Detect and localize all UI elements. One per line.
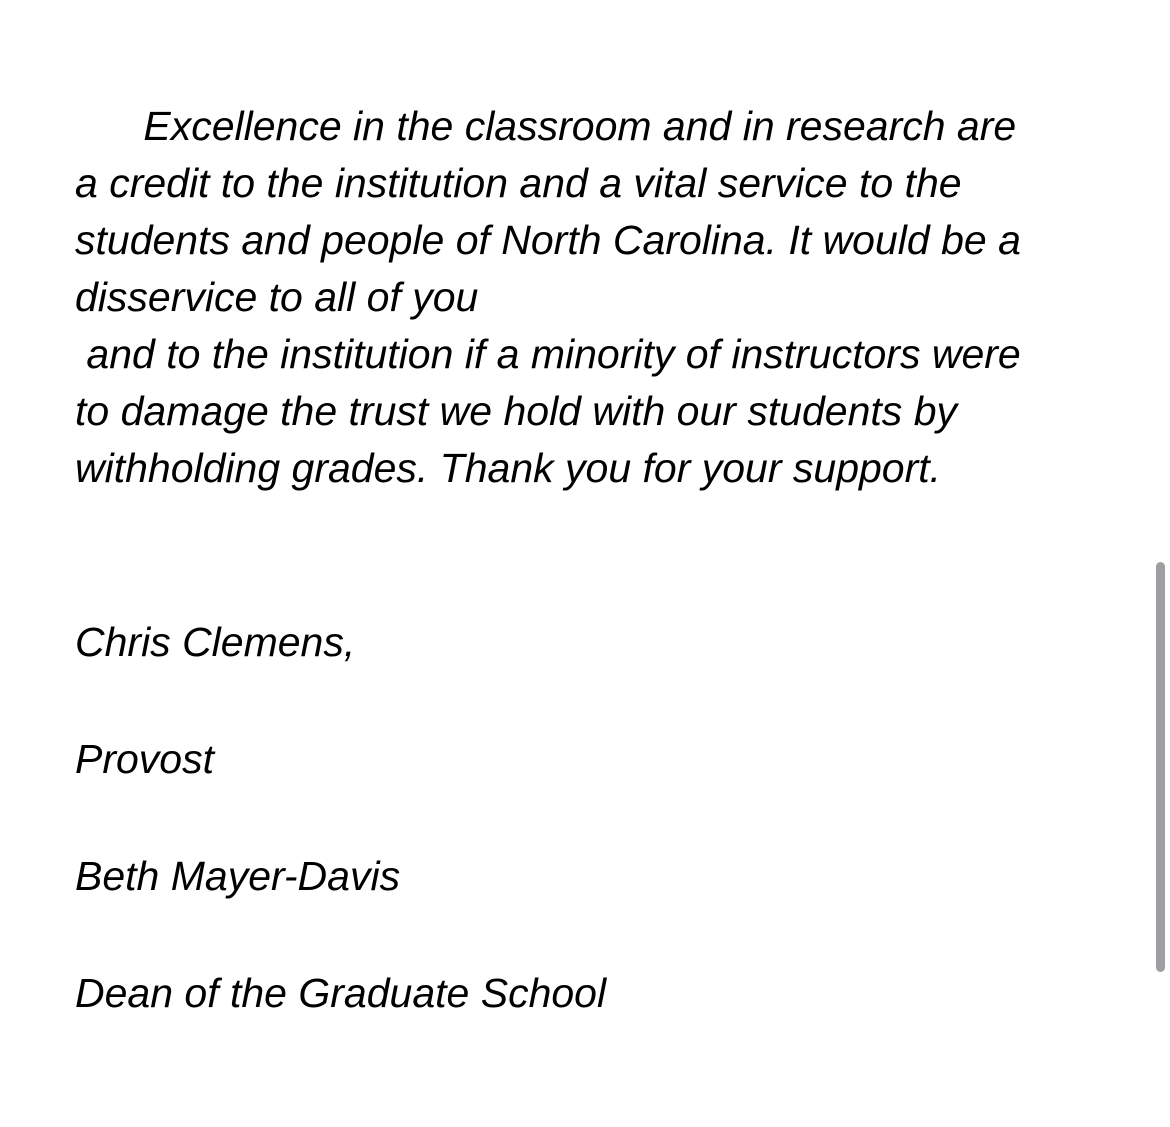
body-line-6: to damage the trust we hold with our students by	[75, 388, 958, 434]
scrollbar[interactable]	[1152, 0, 1170, 1127]
body-line-5: and to the institution if a minority of instructors were	[75, 331, 1021, 377]
body-line-7: withholding grades. Thank you for your support.	[75, 445, 942, 491]
signatory-title-2: Dean of the Graduate School	[75, 970, 607, 1016]
body-line-2: a credit to the institution and a vital service to the	[75, 160, 962, 206]
signatory-name-1: Chris Clemens,	[75, 619, 356, 665]
signatory-name-2: Beth Mayer-Davis	[75, 853, 401, 899]
body-line-1: Excellence in the classroom and in research are	[75, 103, 1017, 149]
body-line-3: students and people of North Carolina. It would be a	[75, 217, 1021, 263]
scrollbar-thumb[interactable]	[1156, 562, 1165, 972]
body-line-4: disservice to all of you	[75, 274, 479, 320]
letter-text	[75, 98, 1115, 1016]
signatory-title-1: Provost	[75, 736, 214, 782]
